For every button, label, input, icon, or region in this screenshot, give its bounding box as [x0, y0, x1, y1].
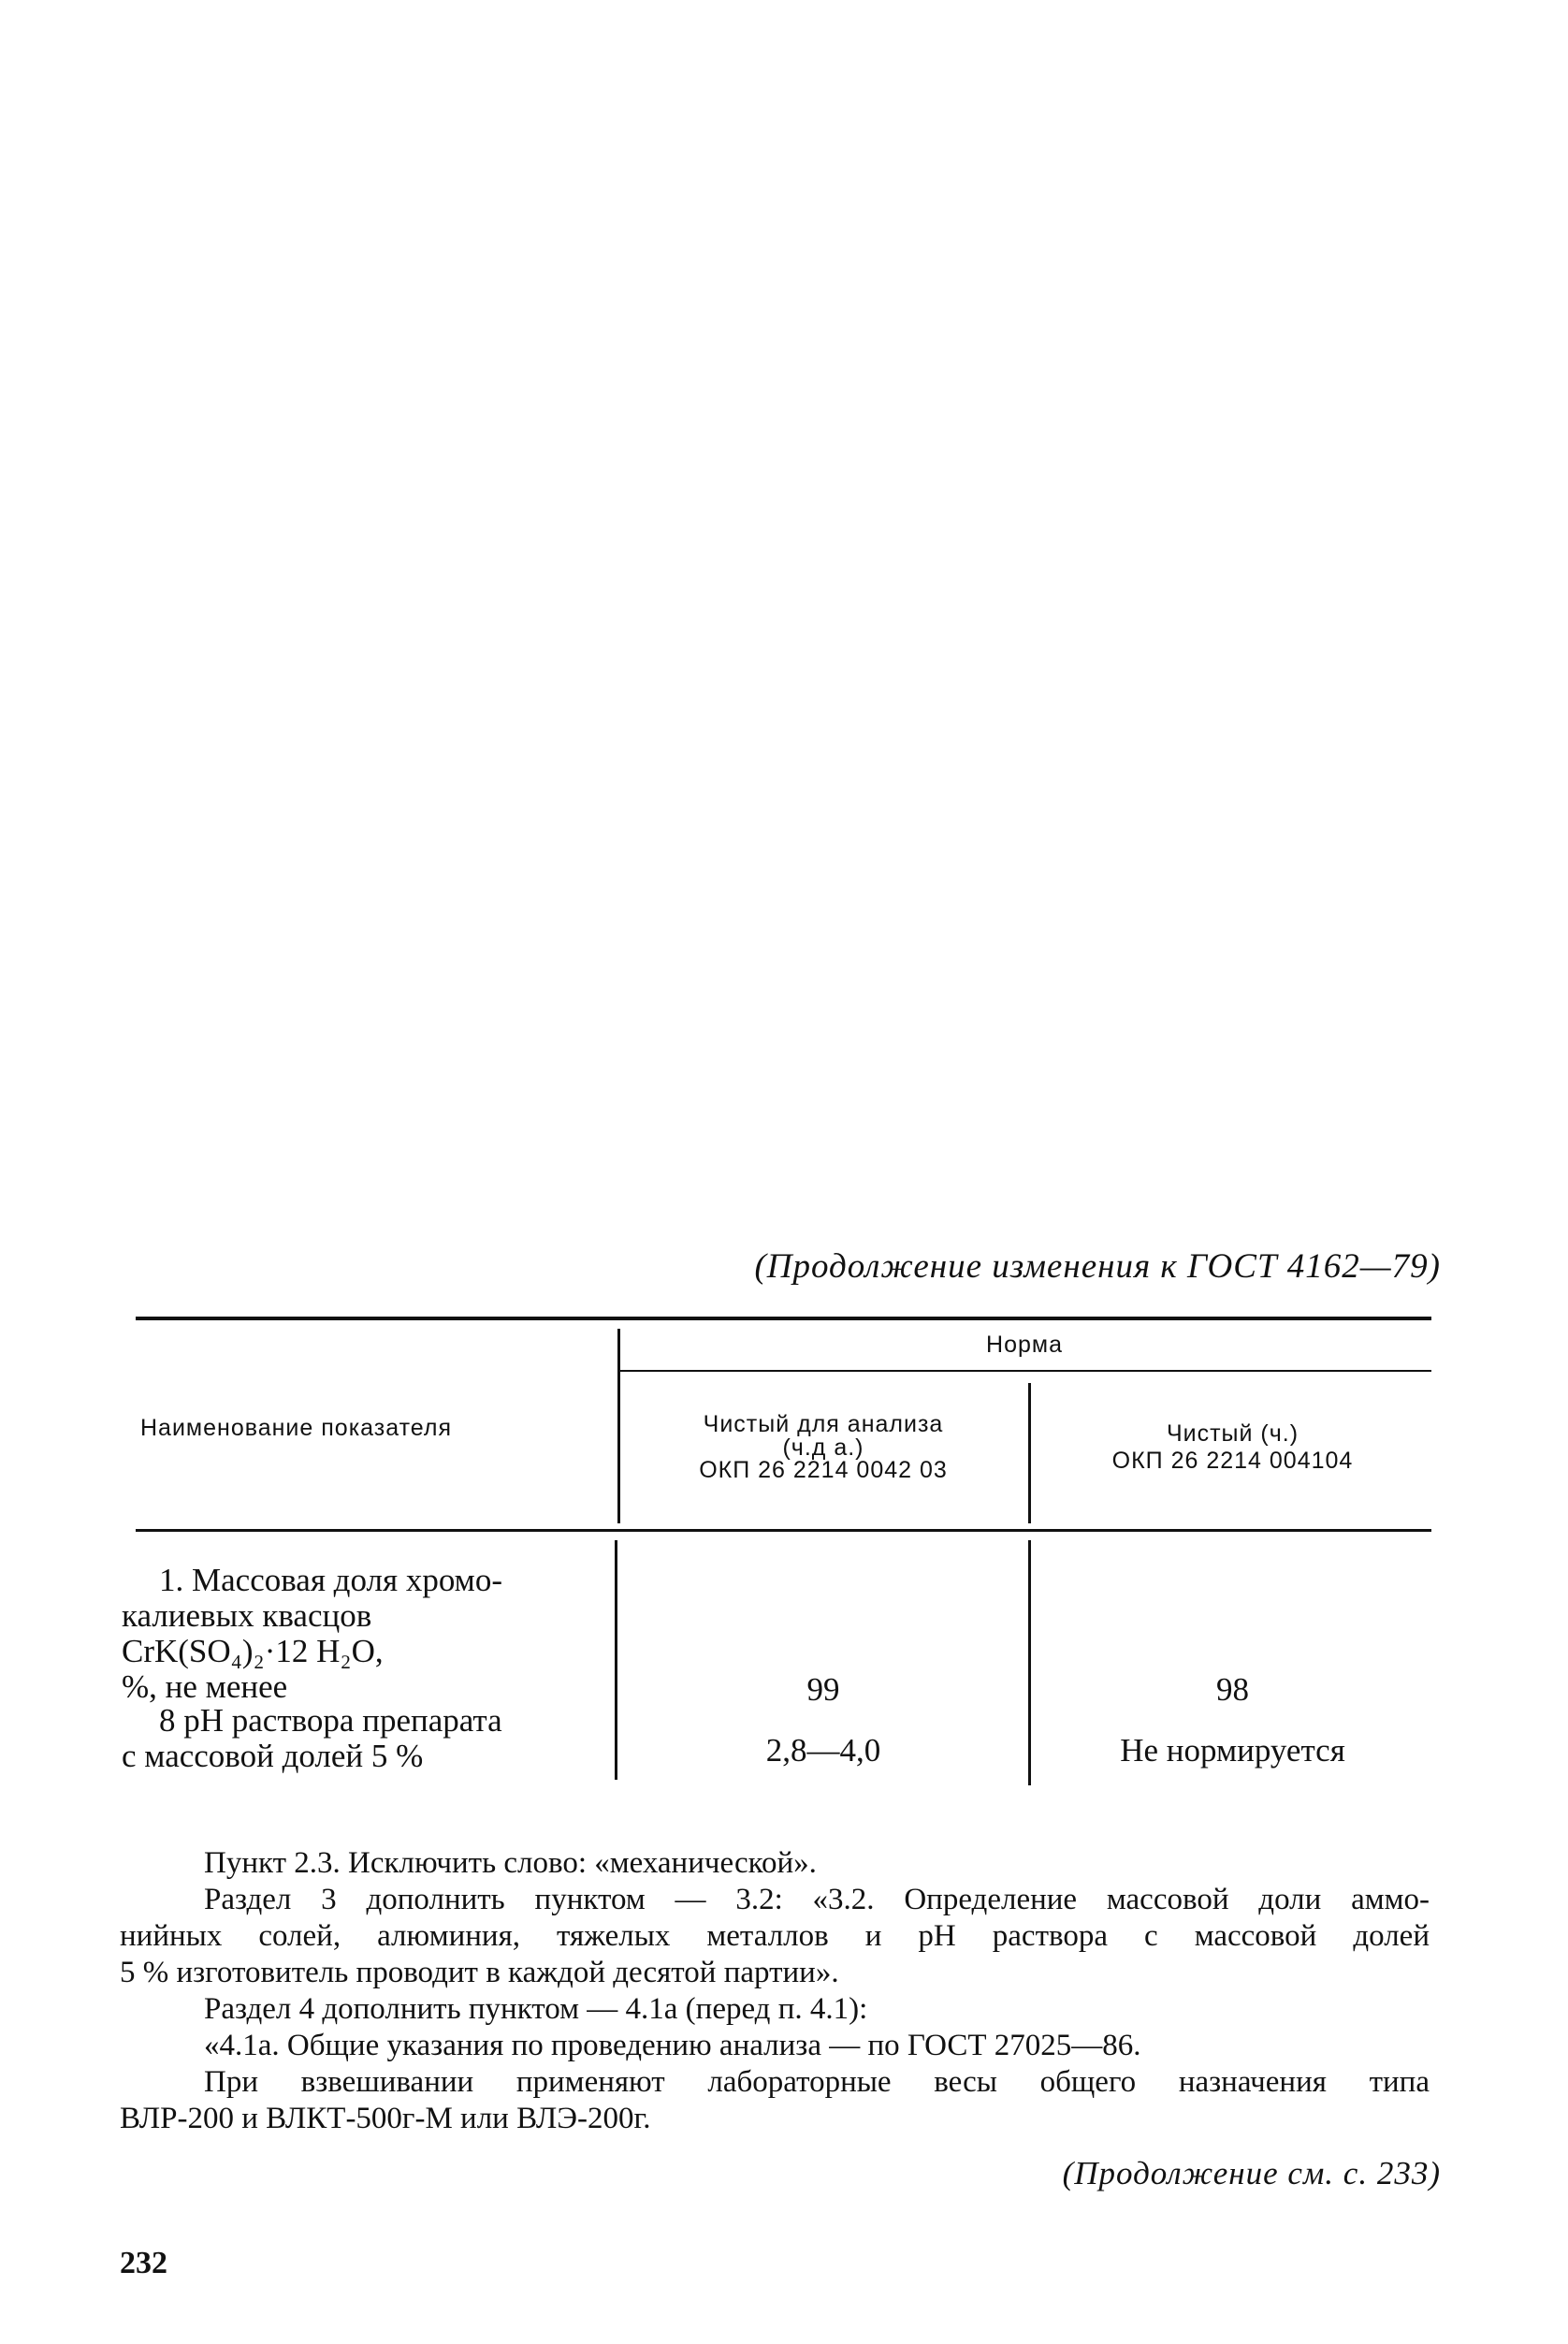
paragraph-line: нийных солей, алюминия, тяжелых металлов и рН раствора с массовой долей [120, 1919, 1430, 1953]
paragraph-line: 5 % изготовитель проводит в каждой десятой партии». [120, 1956, 839, 1989]
paragraph-line: Раздел 3 дополнить пунктом — 3.2: «3.2. Определение массовой доли аммо- [204, 1883, 1430, 1916]
grade-header-chda [622, 1411, 1024, 1484]
body-text [120, 1845, 1430, 2137]
row-1-value-ch: 98 [1216, 1671, 1249, 1708]
row-name-line: с массовой долей 5 % [122, 1738, 424, 1774]
norm-header: Норма [986, 1332, 1063, 1358]
continuation-header: (Продолжение изменения к ГОСТ 4162—79) [754, 1247, 1441, 1286]
paragraph-line: ВЛР-200 и ВЛКТ-500г-М или ВЛЭ-200г. [120, 2102, 651, 2135]
table-row-name [122, 1703, 608, 1774]
table-top-rule [136, 1317, 1431, 1320]
row-name-line: 1. Массовая доля хромо- [159, 1562, 502, 1598]
grade-header-chda-line-3: ОКП 26 2214 0042 03 [699, 1457, 948, 1483]
paragraph-line: Раздел 4 дополнить пунктом — 4.1а (перед п. 4.1): [204, 1992, 868, 2026]
row-2-value-ch: Не нормируется [1120, 1732, 1345, 1769]
grade-header-ch-line-1: Чистый (ч.) [1166, 1420, 1299, 1447]
table-divider-right [1028, 1383, 1031, 1523]
grade-header-chda-line-2: (ч.д а.) [782, 1434, 864, 1461]
row-name-line: калиевых квасцов [122, 1597, 372, 1634]
table-divider-left [617, 1329, 620, 1523]
paragraph-line: «4.1а. Общие указания по проведению анализа — по ГОСТ 27025—86. [204, 2029, 1141, 2062]
norm-underline-rule [617, 1370, 1431, 1372]
body-divider-left [615, 1540, 617, 1780]
name-column-header: Наименование показателя [140, 1415, 452, 1441]
grade-header-ch-line-2: ОКП 26 2214 004104 [1111, 1448, 1354, 1474]
row-name-line: 8 рН раствора препарата [159, 1702, 502, 1739]
body-divider-right [1028, 1540, 1031, 1785]
grade-header-ch [1034, 1420, 1431, 1475]
formula-line: CrK(SO₄)₂·12 H₂O, [122, 1633, 384, 1669]
header-bottom-rule [136, 1529, 1431, 1532]
paragraph-line: Пункт 2.3. Исключить слово: «механической». [204, 1846, 817, 1880]
grade-header-chda-line-1: Чистый для анализа [703, 1411, 944, 1437]
table-row-name [122, 1563, 608, 1705]
continuation-footer: (Продолжение см. с. 233) [1062, 2155, 1441, 2191]
row-1-value-chda: 99 [806, 1671, 840, 1708]
page-number: 232 [120, 2246, 167, 2280]
row-name-line: %, не менее [122, 1668, 288, 1705]
paragraph-line: При взвешивании применяют лабораторные весы общего назначения типа [204, 2065, 1430, 2099]
row-2-value-chda: 2,8—4,0 [765, 1732, 881, 1769]
